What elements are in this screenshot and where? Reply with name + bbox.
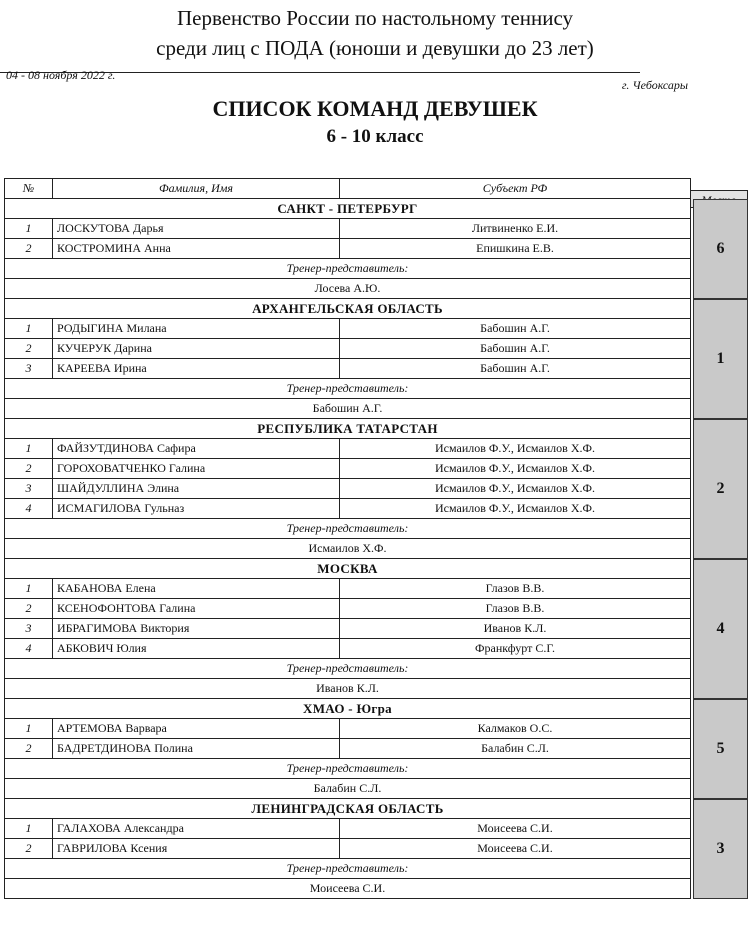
player-name: ФАЙЗУТДИНОВА Сафира	[53, 439, 340, 459]
player-number: 1	[5, 319, 53, 339]
player-name: РОДЫГИНА Милана	[53, 319, 340, 339]
player-coach: Бабошин А.Г.	[340, 339, 691, 359]
coach-role-row	[5, 759, 691, 779]
team-place: 5	[693, 699, 748, 799]
team-representative: Иванов К.Л.	[5, 679, 691, 699]
player-number: 4	[5, 499, 53, 519]
team-region-row	[5, 419, 691, 439]
player-name: ГОРОХОВАТЧЕНКО Галина	[53, 459, 340, 479]
player-number: 1	[5, 819, 53, 839]
player-coach: Бабошин А.Г.	[340, 319, 691, 339]
team-place: 3	[693, 799, 748, 899]
coach-name-row	[5, 679, 691, 699]
player-coach: Бабошин А.Г.	[340, 359, 691, 379]
player-coach: Франкфурт С.Г.	[340, 639, 691, 659]
player-coach: Моисеева С.И.	[340, 839, 691, 859]
player-number: 1	[5, 439, 53, 459]
player-row	[5, 619, 691, 639]
player-row	[5, 219, 691, 239]
player-number: 3	[5, 479, 53, 499]
coach-role-label: Тренер-представитель:	[5, 859, 691, 879]
player-row	[5, 359, 691, 379]
player-coach: Исмаилов Ф.У., Исмаилов Х.Ф.	[340, 479, 691, 499]
team-representative: Лосева А.Ю.	[5, 279, 691, 299]
team-representative: Исмаилов Х.Ф.	[5, 539, 691, 559]
player-number: 2	[5, 739, 53, 759]
player-number: 2	[5, 599, 53, 619]
coach-name-row	[5, 879, 691, 899]
player-coach: Глазов В.В.	[340, 579, 691, 599]
col-header-number: №	[5, 179, 53, 199]
teams-table-body	[5, 199, 691, 899]
player-row	[5, 439, 691, 459]
player-row	[5, 739, 691, 759]
page-title: СПИСОК КОМАНД ДЕВУШЕК	[212, 96, 538, 121]
coach-role-row	[5, 859, 691, 879]
player-number: 2	[5, 459, 53, 479]
player-row	[5, 239, 691, 259]
coach-role-row	[5, 519, 691, 539]
player-number: 1	[5, 219, 53, 239]
player-name: ИБРАГИМОВА Виктория	[53, 619, 340, 639]
coach-role-label: Тренер-представитель:	[5, 519, 691, 539]
player-coach: Калмаков О.С.	[340, 719, 691, 739]
player-coach: Епишкина Е.В.	[340, 239, 691, 259]
player-name: ШАЙДУЛЛИНА Элина	[53, 479, 340, 499]
player-number: 2	[5, 339, 53, 359]
team-place: 1	[693, 299, 748, 419]
player-row	[5, 579, 691, 599]
player-row	[5, 339, 691, 359]
player-coach: Моисеева С.И.	[340, 819, 691, 839]
team-region-name: МОСКВА	[5, 559, 691, 579]
player-coach: Исмаилов Ф.У., Исмаилов Х.Ф.	[340, 439, 691, 459]
team-region-name: САНКТ - ПЕТЕРБУРГ	[5, 199, 691, 219]
team-representative: Балабин С.Л.	[5, 779, 691, 799]
player-row	[5, 839, 691, 859]
player-row	[5, 499, 691, 519]
competition-title-line1: Первенство России по настольному теннису	[176, 6, 574, 30]
player-coach: Исмаилов Ф.У., Исмаилов Х.Ф.	[340, 459, 691, 479]
player-coach: Исмаилов Ф.У., Исмаилов Х.Ф.	[340, 499, 691, 519]
col-header-region: Субъект РФ	[340, 179, 691, 199]
player-row	[5, 599, 691, 619]
player-row	[5, 639, 691, 659]
event-city: г. Чебоксары	[621, 78, 688, 92]
player-number: 4	[5, 639, 53, 659]
team-region-name: РЕСПУБЛИКА ТАТАРСТАН	[5, 419, 691, 439]
coach-role-row	[5, 259, 691, 279]
coach-role-row	[5, 379, 691, 399]
player-name: ГАВРИЛОВА Ксения	[53, 839, 340, 859]
player-name: АРТЕМОВА Варвара	[53, 719, 340, 739]
coach-role-row	[5, 659, 691, 679]
player-coach: Глазов В.В.	[340, 599, 691, 619]
player-number: 1	[5, 719, 53, 739]
player-name: КОСТРОМИНА Анна	[53, 239, 340, 259]
team-region-row	[5, 699, 691, 719]
player-number: 2	[5, 839, 53, 859]
team-region-row	[5, 559, 691, 579]
player-name: КСЕНОФОНТОВА Галина	[53, 599, 340, 619]
table-header-row	[5, 179, 691, 199]
competition-title-line2: среди лиц с ПОДА (юноши и девушки до 23 лет)	[156, 36, 594, 60]
team-region-row	[5, 299, 691, 319]
player-name: ГАЛАХОВА Александра	[53, 819, 340, 839]
teams-table	[4, 178, 691, 899]
team-region-name: АРХАНГЕЛЬСКАЯ ОБЛАСТЬ	[5, 299, 691, 319]
coach-name-row	[5, 279, 691, 299]
team-place: 2	[693, 419, 748, 559]
player-row	[5, 479, 691, 499]
coach-role-label: Тренер-представитель:	[5, 379, 691, 399]
team-place: 6	[693, 199, 748, 299]
player-number: 2	[5, 239, 53, 259]
player-coach: Иванов К.Л.	[340, 619, 691, 639]
coach-name-row	[5, 779, 691, 799]
coach-name-row	[5, 399, 691, 419]
event-dates: 04 - 08 ноября 2022 г.	[6, 68, 116, 82]
team-region-name: ЛЕНИНГРАДСКАЯ ОБЛАСТЬ	[5, 799, 691, 819]
col-header-name: Фамилия, Имя	[53, 179, 340, 199]
coach-role-label: Тренер-представитель:	[5, 759, 691, 779]
team-representative: Бабошин А.Г.	[5, 399, 691, 419]
team-region-row	[5, 199, 691, 219]
player-name: КУЧЕРУК Дарина	[53, 339, 340, 359]
page-subtitle: 6 - 10 класс	[326, 126, 424, 147]
coach-name-row	[5, 539, 691, 559]
player-name: БАДРЕТДИНОВА Полина	[53, 739, 340, 759]
player-number: 1	[5, 579, 53, 599]
player-coach: Балабин С.Л.	[340, 739, 691, 759]
player-row	[5, 319, 691, 339]
player-row	[5, 459, 691, 479]
player-name: АБКОВИЧ Юлия	[53, 639, 340, 659]
team-region-row	[5, 799, 691, 819]
coach-role-label: Тренер-представитель:	[5, 259, 691, 279]
player-name: ЛОСКУТОВА Дарья	[53, 219, 340, 239]
player-number: 3	[5, 359, 53, 379]
player-row	[5, 719, 691, 739]
player-name: ИСМАГИЛОВА Гульназ	[53, 499, 340, 519]
team-place: 4	[693, 559, 748, 699]
player-number: 3	[5, 619, 53, 639]
team-region-name: ХМАО - Югра	[5, 699, 691, 719]
player-row	[5, 819, 691, 839]
player-coach: Литвиненко Е.И.	[340, 219, 691, 239]
team-representative: Моисеева С.И.	[5, 879, 691, 899]
player-name: КАРЕЕВА Ирина	[53, 359, 340, 379]
coach-role-label: Тренер-представитель:	[5, 659, 691, 679]
player-name: КАБАНОВА Елена	[53, 579, 340, 599]
